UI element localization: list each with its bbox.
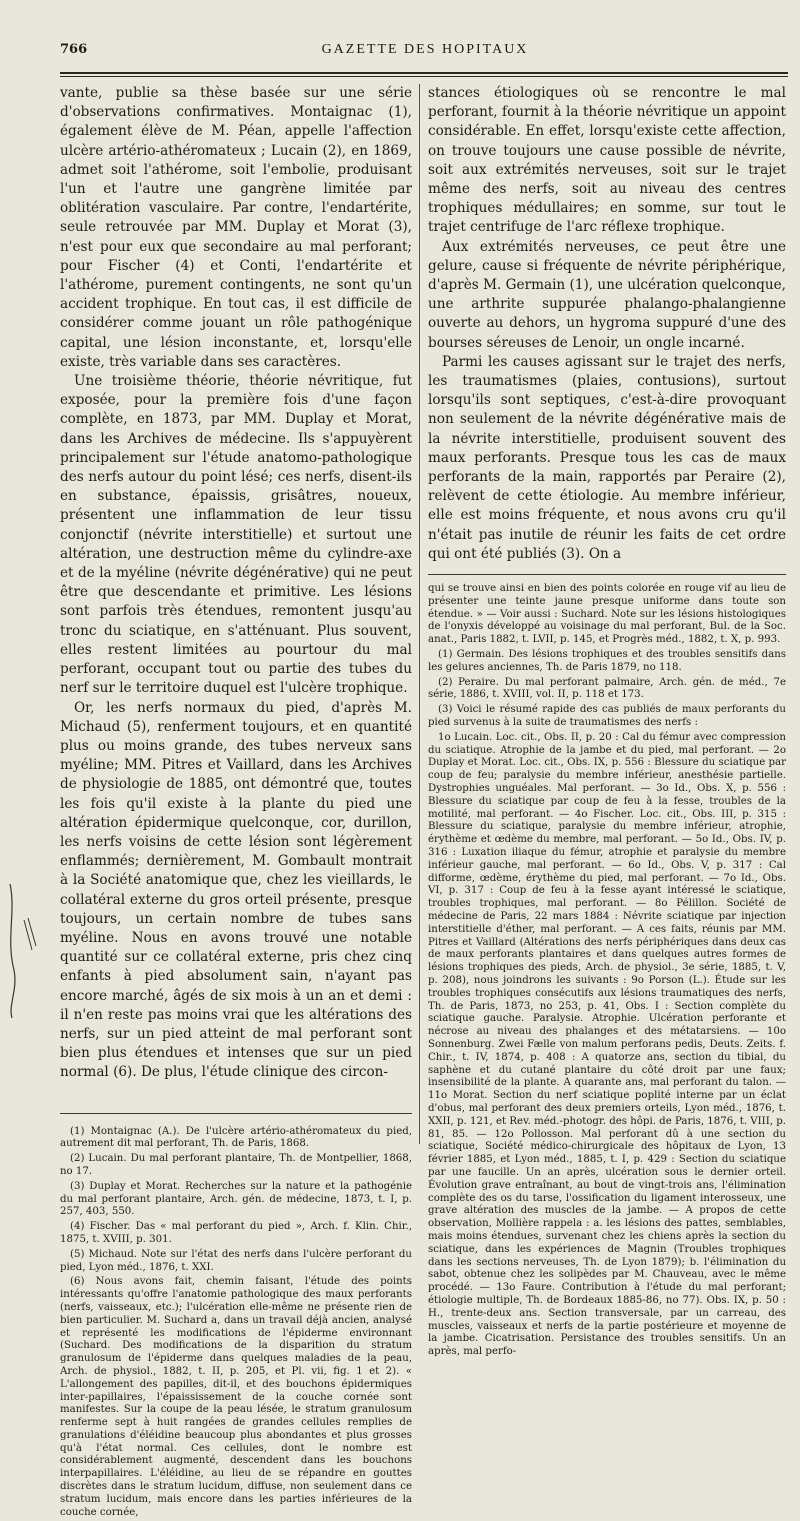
paragraph: Parmi les causes agissant sur le trajet des nerfs, les traumatismes (plaies, contusions), surtout lorsqu'ils sont septiques, c'est-à-dire provoquant non seulement de la névrite dégénérative mais de la névrite interstitielle, produisent souvent des maux perforants. Presque tous les cas de maux perforants de la main, rapportés par Peraire (2), relèvent de cette étiologie. Au membre inférieur, elle est moins fréquente, et nous avons cru qu'il n'était pas inutile de réunir les faits de cet ordre qui ont été publiés (3). On a [428,353,786,562]
paragraph: vante, publie sa thèse basée sur une série d'observations confirmatives. Montaignac (1), également élève de M. Péan, appelle l'affection ulcère artério-athéromateux ; Lucain (2), en 1869, admet soit l'athérome, soit l'embolie, produisant l'un et l'autre une gangrène limitée par oblitération vasculaire. Par contre, l'endartérite, seule retrouvée par MM. Duplay et Morat (3), n'est pour eux que secondaire au mal perforant; pour Fischer (4) et Conti, l'endartérite et l'athérome, purement contingents, ne sont qu'un accident trophique. En tout cas, il est difficile de considérer comme jouant un rôle pathogénique capital, une lésion inconstante, et, lorsqu'elle existe, très variable dans ses caractères. [60,85,412,370]
right-body-text [428,84,786,564]
paragraph: Aux extrémités nerveuses, ce peut être une gelure, cause si fréquente de névrite périphérique, d'après M. Germain (1), une ulcération quelconque, une arthrite suppurée phalango-phalangienne ouverte au dehors, un hygroma suppuré d'une des bourses séreuses de Lenoir, un ongle incarné. [428,238,786,351]
handwritten-margin-mark [2,880,42,1020]
left-body-text [60,84,412,1083]
footnote: (1) Germain. Des lésions trophiques et des troubles sensitifs dans les gelures anciennes, Th. de Paris 1879, no 118. [428,649,786,673]
paragraph: Or, les nerfs normaux du pied, d'après M. Michaud (5), renferment toujours, et en quantité plus ou moins grande, des tubes nerveux sans myéline; MM. Pitres et Vaillard, dans les Archives de physiologie de 1885, ont démontré que, toutes les fois qu'il existe à la plante du pied une altération épidermique quelconque, cor, durillon, les nerfs voisins de cette lésion sont légèrement enflammés; dernièrement, M. Gombault montrait à la Société anatomique que, chez les vieillards, le collatéral externe du gros orteil présente, presque toujours, un certain nombre de tubes sans myéline. Nous en avons trouvé une notable quantité sur ce collatéral externe, pris chez cinq enfants à pied absolument sain, n'ayant pas encore marché, âgés de six mois à un an et demi : il n'en reste pas moins vrai que les altérations des nerfs, sur un pied atteint de mal perforant sont bien plus étendues et intenses que sur un pied normal (6). De plus, l'étude clinique des circon- [60,699,412,1081]
right-footnotes [428,583,786,1359]
page-header [60,42,790,68]
right-column [428,84,786,1361]
page-number: 766 [60,42,88,57]
footnote: (2) Peraire. Du mal perforant palmaire, Arch. gén. de méd., 7e série, 1886, t. XVIII, vol. II, p. 118 et 173. [428,676,786,701]
footnote-rule [60,1113,412,1114]
journal-title: GAZETTE DES HOPITAUX [321,42,529,57]
footnote: (4) Fischer. Das « mal perforant du pied », Arch. f. Klin. Chir., 1875, t. XVIII, p. 301. [60,1221,412,1245]
footnote: (2) Lucain. Du mal perforant plantaire, Th. de Montpellier, 1868, no 17. [60,1153,412,1177]
footnote: qui se trouve ainsi en bien des points colorée en rouge vif au lieu de présenter une teinte jaune presque uniforme dans toute son étendue. » — Voir aussi : Suchard. Note sur les lésions histologiques de l'onyxis développé au voisinage du mal perforant, Bul. de la Soc. anat., Paris 1882, t. LVII, p. 145, et Progrès méd., 1882, t. X, p. 993. [428,583,786,646]
paragraph: stances étiologiques où se rencontre le mal perforant, fournit à la théorie névritique un appoint considérable. En effet, lorsqu'existe cette affection, on trouve toujours une cause possible de névrite, soit aux extrémités nerveuses, soit sur le trajet même des nerfs, soit au niveau des centres trophiques médullaires; en somme, sur tout le trajet centrifuge de l'arc réflexe trophique. [428,85,786,236]
footnote: (1) Montaignac (A.). De l'ulcère artério-athéromateux du pied, autrement dit mal perforant, Th. de Paris, 1868. [60,1125,412,1150]
footnote: (6) Nous avons fait, chemin faisant, l'étude des points intéressants qu'offre l'anatomie pathologique des maux perforants (nerfs, vaisseaux, etc.); l'ulcération elle-même ne présente rien de bien particulier. M. Suchard a, dans un travail déjà ancien, analysé et représenté les modifications de l'épiderme environnant (Suchard. Des modifications de la disparition du stratum granulosum de l'épiderme dans quelques maladies de la peau, Arch. de physiol., 1882, t. II, p. 205, et Pl. vii, fig. 1 et 2). « L'allongement des papilles, dit-il, et des bouchons épidermiques inter-papillaires, l'épaississement de la couche cornée sont manifestes. Sur la coupe de la peau lésée, le stratum granulosum renferme sept à huit rangées de grandes cellules remplies de granulations d'éléidine beaucoup plus abondantes et plus grosses qu'à l'état normal. Ces cellules, dont le nombre est considérablement augmenté, descendent dans les bouchons interpapillaires. L'éléidine, au lieu de se répandre en gouttes discrètes dans le stratum lucidum, diffuse, non seulement dans ce stratum lucidum, mais encore dans les parties inférieures de la couche cornée, [60,1276,412,1518]
header-rule [60,72,788,74]
column-divider [419,84,420,1144]
footnote: 1o Lucain. Loc. cit., Obs. II, p. 20 : Cal du fémur avec compression du sciatique. Atrophie de la jambe et du pied, mal perforant. — 2o Duplay et Morat. Loc. cit., Obs. IX, p. 556 : Blessure du sciatique par coup de feu; paralysie du membre inférieur, anesthésie partielle. Dystrophies unguéales. Mal perforant. — 3o Id., Obs. X, p. 556 : Blessure du sciatique par coup de feu à la fesse, troubles de la motilité, mal perforant. — 4o Fischer. Loc. cit., Obs. III, p. 315 : Blessure du sciatique, paralysie du membre inférieur, atrophie, érythème et œdème du membre, mal perforant. — 5o Id., Obs. IV, p. 316 : Luxation iliaque du fémur, atrophie et paralysie du membre inférieur gauche, mal perforant. — 6o Id., Obs. V, p. 317 : Cal difforme, œdème, érythème du pied, mal perforant. — 7o Id., Obs. VI, p. 317 : Coup de feu à la fesse ayant intéressé le sciatique, troubles trophiques, mal perforant. — 8o Pélillon. Société de médecine de Paris, 22 mars 1884 : Névrite sciatique par injection interstitielle d'éther, mal perforant. — A ces faits, réunis par MM. Pitres et Vaillard (Altérations des nerfs périphériques dans deux cas de maux perforants plantaires et dans quelques autres formes de lésions trophiques des pieds, Arch. de physiol., 3e série, 1885, t. V, p. 208), nous joindrons les suivants : 9o Porson (L.). Étude sur les troubles trophiques consécutifs aux lésions traumatiques des nerfs, Th. de Paris, 1873, no 253, p. 41, Obs. I : Section complète du sciatique gauche. Paralysie. Atrophie. Ulcération perforante et nécrose au niveau des phalanges et des métatarsiens. — 10o Sonnenburg. Zwei Fælle von malum perforans pedis, Deuts. Zeits. f. Chir., t. IV, 1874, p. 408 : A quatorze ans, section du tibial, du saphène et du cutané plantaire du côté droit par une faux; insensibilité de la plante. A quarante ans, mal perforant du talon. — 11o Morat. Section du nerf sciatique poplité interne par un éclat d'obus, mal perforant des deux premiers orteils, Lyon méd., 1876, t. XXII, p. 121, et Rev. méd.-photogr. des hôpi. de Paris, 1876, t. VIII, p. 81, 85. — 12o Pollosson. Mal perforant dû à une section du sciatique, Société médico-chirurgicale des hôpitaux de Lyon, 13 février 1885, et Lyon méd., 1885, t. I, p. 429 : Section du sciatique par une faucille. Un an après, ulcération sous le dernier orteil. Évolution grave entraînant, au bout de vingt-trois ans, l'élimination complète des os du tarse, l'ossification du ligament interosseux, une grave altération des muscles de la jambe. — A propos de cette observation, Mollière rappela : a. les lésions des pattes, semblables, mais moins étendues, survenant chez les chiens après la section du sciatique, dans les expériences de Magnin (Troubles trophiques dans les sections nerveuses, Th. de Lyon 1879); b. l'élimination du sabot, obtenue chez les solipèdes par M. Chauveau, avec le même procédé. — 13o Faure. Contribution à l'étude du mal perforant; étiologie multiple, Th. de Bordeaux 1885-86, no 77). Obs. IX, p. 50 : H., trente-deux ans. Section transversale, par un carreau, des muscles, vaisseaux et nerfs de la partie postérieure et moyenne de la jambe. Cicatrisation. Persistance des troubles sensitifs. Un an après, mal perfo- [428,731,786,1358]
paragraph: Une troisième théorie, théorie névritique, fut exposée, pour la première fois d'une façon complète, en 1873, par MM. Duplay et Morat, dans les Archives de médecine. Ils s'appuyèrent principalement sur l'étude anatomo-pathologique des nerfs autour du point lésé; ces nerfs, disent-ils en substance, épaissis, grisâtres, noueux, présentent une inflammation de leur tissu conjonctif (névrite interstitielle) et surtout une altération, une destruction même du cylindre-axe et de la myéline (névrite dégénérative) qui ne peut être que descendante et primitive. Les lésions sont parfois très étendues, remontent jusqu'au tronc du sciatique, en s'atténuant. Plus souvent, elles restent limitées au pourtour du mal perforant, occupant tout ou partie des tubes du nerf sur le territoire duquel est l'ulcère trophique. [60,373,412,697]
footnote-rule [428,574,786,575]
footnote: (3) Voici le résumé rapide des cas publiés de maux perforants du pied survenus à la suite de traumatismes des nerfs : [428,704,786,729]
footnote: (5) Michaud. Note sur l'état des nerfs dans l'ulcère perforant du pied, Lyon méd., 1876, t. XXI. [60,1248,412,1273]
footnote: (3) Duplay et Morat. Recherches sur la nature et la pathogénie du mal perforant plantaire, Arch. gén. de médecine, 1873, t. I, p. 257, 403, 550. [60,1180,412,1218]
left-column [60,84,412,1521]
header-rule-thin [60,76,788,77]
left-footnotes [60,1126,412,1520]
